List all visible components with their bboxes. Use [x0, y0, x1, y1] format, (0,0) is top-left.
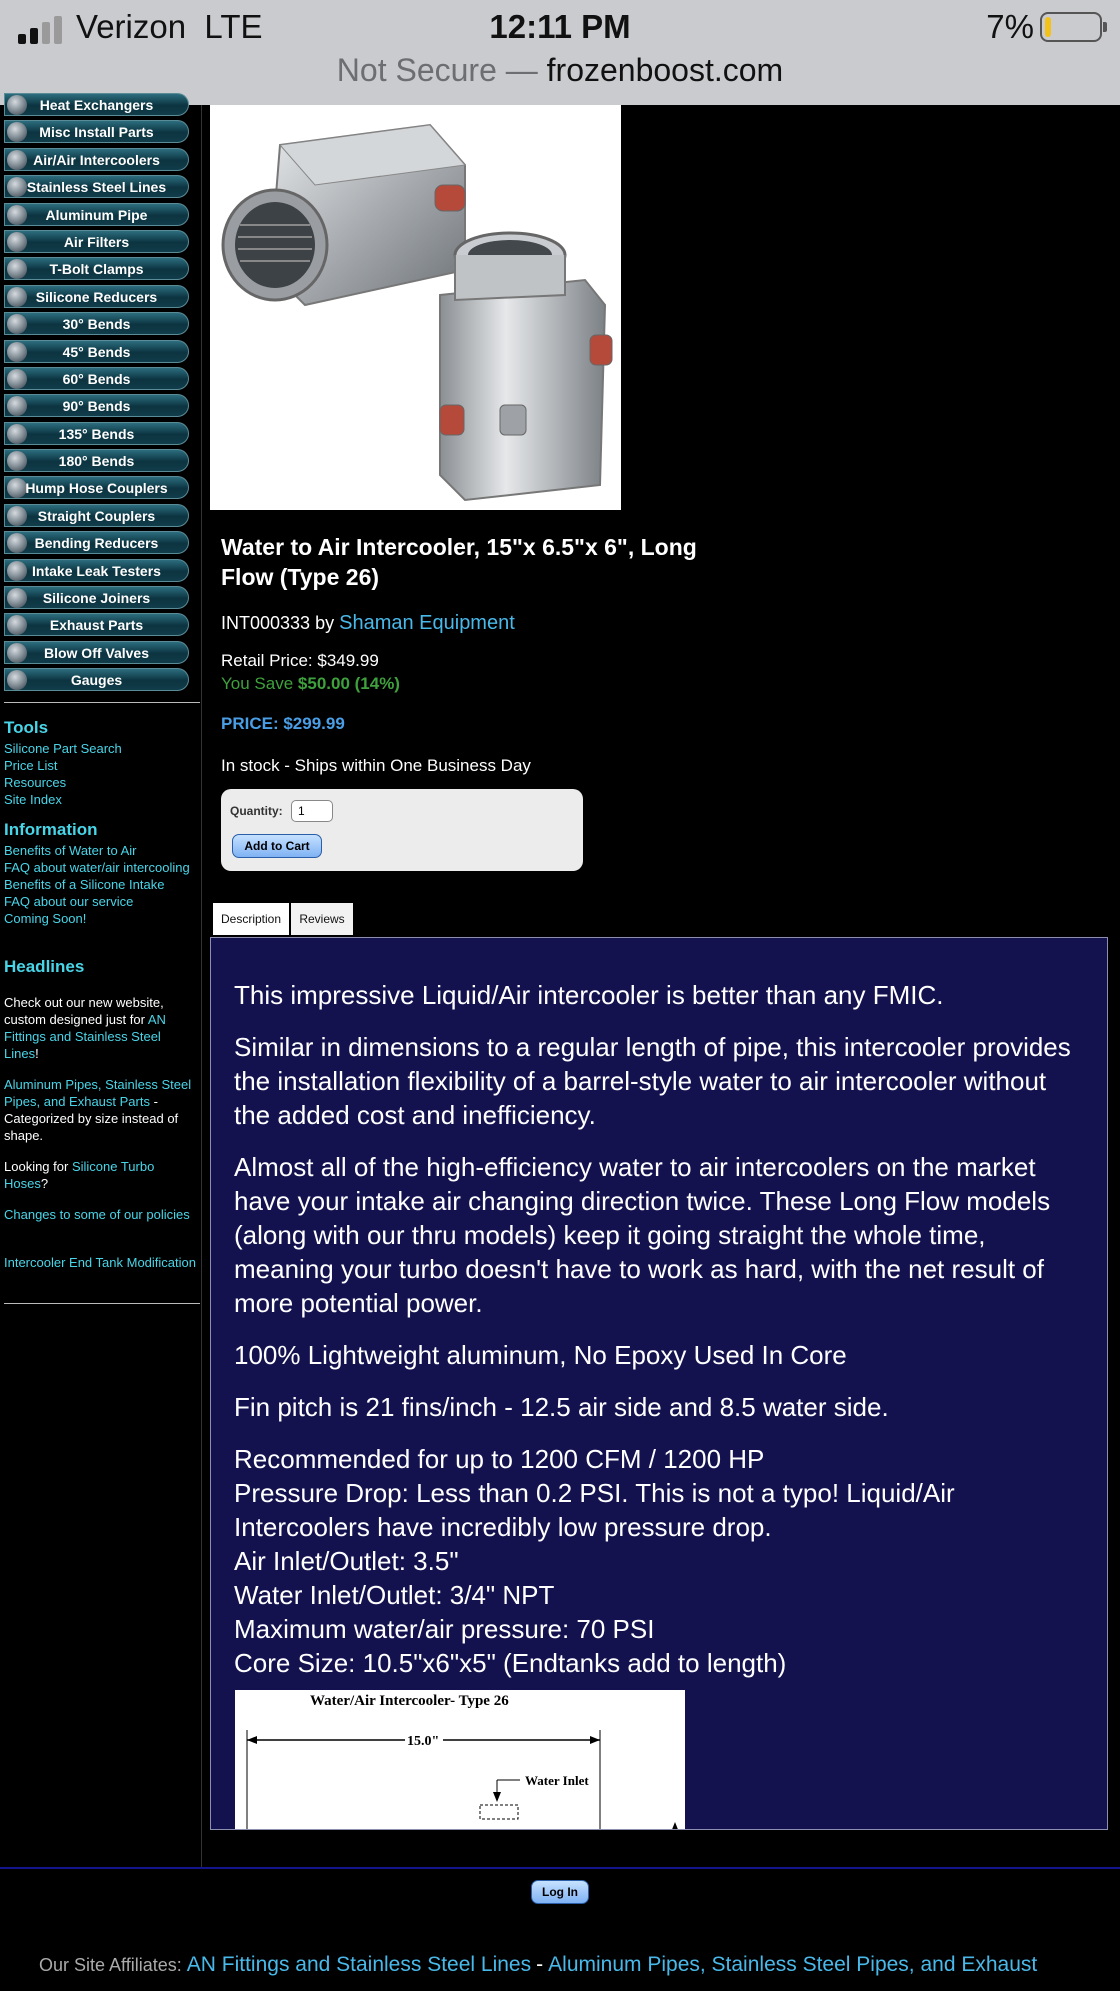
- diagram-title: Water/Air Intercooler- Type 26: [310, 1693, 509, 1709]
- battery-percent: 7%: [986, 8, 1034, 45]
- nav-button-30-bends[interactable]: [4, 312, 189, 335]
- category-nav: [4, 97, 189, 696]
- diagram-water-inlet: Water Inlet: [525, 1773, 589, 1788]
- link-silicone-part-search[interactable]: Silicone Part Search: [4, 741, 122, 756]
- browser-status-bar: [0, 0, 1120, 105]
- nav-button-label: Gauges: [70, 672, 123, 689]
- headline-item: [4, 1206, 199, 1223]
- brand-link[interactable]: Shaman Equipment: [339, 612, 515, 634]
- link-benefits-water-to-air[interactable]: Benefits of Water to Air: [4, 843, 137, 858]
- nav-button-t-bolt-clamps[interactable]: [4, 257, 189, 280]
- nav-button-label: Silicone Joiners: [42, 590, 151, 607]
- nav-button-label: Exhaust Parts: [49, 617, 144, 634]
- nav-button-air-filters[interactable]: [4, 230, 189, 253]
- headline-item: Looking for Silicone Turbo Hoses?: [4, 1159, 155, 1191]
- description-paragraph: Almost all of the high-efficiency water to air intercoolers on the market have your intake air changing direction twice. These Long Flow models (along with our thru models) keep it going straight the whole time, meaning your turbo doesn't have to work as hard, with the net result of more potential power.: [234, 1152, 1051, 1318]
- nav-button-aluminum-pipe[interactable]: [4, 203, 189, 226]
- quantity-label: Quantity:: [230, 804, 283, 818]
- nav-button-heat-exchangers[interactable]: [4, 93, 189, 116]
- product-sku: INT000333 by Shaman Equipment: [221, 612, 515, 634]
- information-links: [4, 842, 199, 927]
- diagram-dimension: 15.0": [407, 1734, 440, 1749]
- add-to-cart-button[interactable]: Add to Cart: [232, 834, 322, 858]
- link-policy-changes[interactable]: Changes to some of our policies: [4, 1207, 190, 1222]
- spec-line: Water Inlet/Outlet: 3/4" NPT: [234, 1580, 555, 1610]
- nav-button-label: 180° Bends: [58, 453, 135, 470]
- carrier-label: Verizon LTE: [76, 8, 263, 45]
- address-bar[interactable]: [0, 52, 1120, 89]
- nav-button-label: T-Bolt Clamps: [49, 261, 144, 278]
- nav-button-label: Aluminum Pipe: [45, 206, 148, 223]
- link-end-tank-modification[interactable]: Intercooler End Tank Modification: [4, 1255, 196, 1270]
- nav-button-90-bends[interactable]: [4, 394, 189, 417]
- nav-button-label: Air/Air Intercoolers: [33, 151, 160, 168]
- nav-button-bending-reducers[interactable]: [4, 531, 189, 554]
- nav-button-label: Hump Hose Couplers: [25, 480, 168, 497]
- nav-button-label: Blow Off Valves: [43, 644, 150, 661]
- description-panel: [210, 937, 1108, 1830]
- url-domain: frozenboost.com: [546, 52, 784, 88]
- affiliate-link-aluminum-pipes[interactable]: Aluminum Pipes, Stainless Steel Pipes, and Exhaust: [548, 1953, 1038, 1976]
- nav-button-label: 30° Bends: [62, 316, 131, 333]
- link-silicone-turbo-hoses[interactable]: Silicone Turbo Hoses: [4, 1159, 155, 1191]
- link-aluminum-pipes[interactable]: Aluminum Pipes, Stainless Steel Pipes, and Exhaust Parts: [4, 1077, 192, 1109]
- spec-line: Recommended for up to 1200 CFM / 1200 HP: [234, 1444, 765, 1474]
- nav-button-label: 45° Bends: [62, 343, 131, 360]
- spec-line: Core Size: 10.5"x6"x5" (Endtanks add to length): [234, 1648, 787, 1678]
- link-resources[interactable]: Resources: [4, 775, 67, 790]
- dimension-diagram: [235, 1690, 685, 1830]
- nav-button-label: Bending Reducers: [34, 535, 159, 552]
- information-heading: Information: [4, 820, 98, 839]
- tab-description[interactable]: Description: [213, 903, 289, 935]
- nav-button-label: Air Filters: [63, 233, 130, 250]
- nav-button-label: 60° Bends: [62, 370, 131, 387]
- link-an-fittings[interactable]: AN Fittings and Stainless Steel Lines: [4, 1012, 166, 1061]
- headline-item: Check out our new website, custom designed just for AN Fittings and Stainless Steel Lines!: [4, 995, 166, 1061]
- nav-button-stainless-steel-lines[interactable]: [4, 175, 189, 198]
- headline-item: [4, 1254, 199, 1271]
- affiliate-link-an-fittings[interactable]: AN Fittings and Stainless Steel Lines: [186, 1953, 532, 1976]
- stock-status: In stock - Ships within One Business Day: [221, 756, 531, 775]
- nav-button-silicone-reducers[interactable]: [4, 285, 189, 308]
- link-site-index[interactable]: Site Index: [4, 792, 62, 807]
- nav-button-misc-install-parts[interactable]: [4, 120, 189, 143]
- nav-button-label: Intake Leak Testers: [32, 562, 161, 579]
- headlines-heading: Headlines: [4, 957, 85, 976]
- product-title: Water to Air Intercooler, 15"x 6.5"x 6", Long Flow (Type 26): [221, 534, 697, 590]
- nav-button-silicone-joiners[interactable]: [4, 586, 189, 609]
- nav-button-label: Misc Install Parts: [39, 124, 154, 141]
- description-paragraph: This impressive Liquid/Air intercooler is better than any FMIC.: [234, 980, 944, 1010]
- nav-button-intake-leak-testers[interactable]: [4, 559, 189, 582]
- left-sidebar: [0, 97, 202, 1868]
- nav-button-label: Straight Couplers: [37, 507, 156, 524]
- description-text: [234, 978, 1084, 1680]
- sidebar-divider: [4, 702, 200, 703]
- spec-line: Pressure Drop: Less than 0.2 PSI. This is not a typo! Liquid/Air Intercoolers have incredibly low pressure drop.: [234, 1478, 955, 1542]
- description-paragraph: 100% Lightweight aluminum, No Epoxy Used In Core: [234, 1340, 847, 1370]
- nav-button-exhaust-parts[interactable]: [4, 613, 189, 636]
- nav-button-60-bends[interactable]: [4, 367, 189, 390]
- nav-button-label: Stainless Steel Lines: [26, 179, 167, 196]
- security-warning: Not Secure —: [336, 52, 538, 88]
- headline-item: Aluminum Pipes, Stainless Steel Pipes, and Exhaust Parts - Categorized by size instead of shape.: [4, 1077, 192, 1143]
- spec-line: Air Inlet/Outlet: 3.5": [234, 1546, 459, 1576]
- product-image[interactable]: [210, 105, 621, 510]
- description-paragraph: Similar in dimensions to a regular length of pipe, this intercooler provides the installation flexibility of a barrel-style water to air intercooler without the added cost and inefficiency.: [234, 1032, 1071, 1130]
- nav-button-label: Silicone Reducers: [35, 288, 158, 305]
- clock: 12:11 PM: [489, 8, 631, 45]
- link-benefits-silicone-intake[interactable]: Benefits of a Silicone Intake: [4, 877, 165, 892]
- add-to-cart-box: [221, 789, 583, 871]
- link-price-list[interactable]: Price List: [4, 758, 58, 773]
- nav-button-gauges[interactable]: [4, 668, 189, 691]
- savings: You Save $50.00 (14%): [221, 674, 400, 693]
- nav-button-label: 90° Bends: [62, 398, 131, 415]
- tools-heading: Tools: [4, 718, 49, 737]
- nav-button-45-bends[interactable]: [4, 340, 189, 363]
- site-affiliates: Our Site Affiliates: AN Fittings and Stainless Steel Lines - Aluminum Pipes, Stainless Steel Pipes, and Exhaust: [39, 1953, 1038, 1976]
- sale-price: PRICE: $299.99: [221, 714, 345, 733]
- quantity-input[interactable]: [291, 800, 333, 822]
- tab-reviews[interactable]: Reviews: [291, 903, 353, 935]
- spec-line: Maximum water/air pressure: 70 PSI: [234, 1614, 655, 1644]
- sidebar-divider: [4, 1303, 200, 1304]
- link-faq-water-air[interactable]: FAQ about water/air intercooling: [4, 860, 190, 875]
- nav-button-180-bends[interactable]: [4, 449, 189, 472]
- description-paragraph: Fin pitch is 21 fins/inch - 12.5 air side and 8.5 water side.: [234, 1392, 889, 1422]
- retail-price: Retail Price: $349.99: [221, 651, 379, 670]
- login-button[interactable]: Log In: [531, 1880, 589, 1904]
- nav-button-hump-hose-couplers[interactable]: [4, 476, 189, 499]
- nav-button-blow-off-valves[interactable]: [4, 641, 189, 664]
- nav-button-label: Heat Exchangers: [39, 97, 154, 113]
- nav-button-135-bends[interactable]: [4, 422, 189, 445]
- link-faq-service[interactable]: FAQ about our service: [4, 894, 134, 909]
- battery-icon: [1040, 12, 1102, 42]
- tools-links: [4, 740, 199, 808]
- nav-button-straight-couplers[interactable]: [4, 504, 189, 527]
- footer-divider: [0, 1867, 1120, 1869]
- nav-button-air-air-intercoolers[interactable]: [4, 148, 189, 171]
- nav-button-label: 135° Bends: [58, 425, 135, 442]
- link-coming-soon[interactable]: Coming Soon!: [4, 911, 87, 926]
- intercooler-photo: [210, 105, 621, 510]
